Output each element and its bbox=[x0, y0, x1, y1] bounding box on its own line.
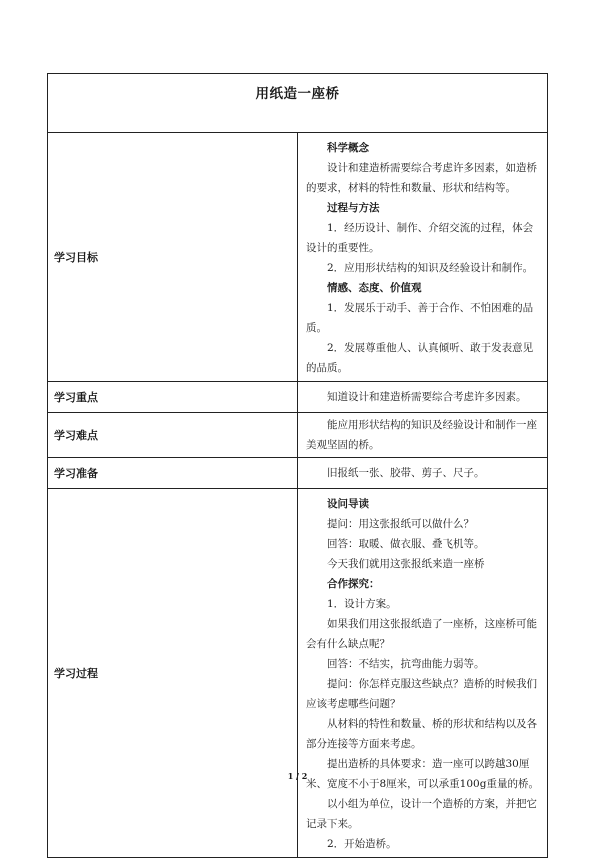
preparation-text: 旧报纸一张、胶带、剪子、尺子。 bbox=[298, 458, 548, 489]
preparation-label: 学习准备 bbox=[48, 458, 298, 489]
page-number: 1 / 2 bbox=[287, 771, 308, 781]
objectives-label: 学习目标 bbox=[48, 133, 298, 382]
difficulties-row bbox=[48, 413, 548, 458]
explore-heading: 合作探究： bbox=[327, 578, 380, 590]
explore-line: 如果我们用这张报纸造了一座桥，这座桥可能会有什么缺点呢？ bbox=[306, 618, 537, 650]
title-cell bbox=[48, 74, 548, 133]
intro-line: 提问：用这张报纸可以做什么？ bbox=[327, 518, 474, 530]
explore-line: 1．设计方案。 bbox=[327, 598, 397, 610]
process-row bbox=[48, 489, 548, 858]
process-content bbox=[298, 489, 548, 858]
key-points-label: 学习重点 bbox=[48, 382, 298, 413]
lesson-plan-table bbox=[47, 73, 548, 858]
difficulties-label: 学习难点 bbox=[48, 413, 298, 458]
objectives-content bbox=[298, 133, 548, 382]
intro-line: 今天我们就用这张报纸来造一座桥 bbox=[327, 558, 485, 570]
key-points-text: 知道设计和建造桥需要综合考虑许多因素。 bbox=[298, 382, 548, 413]
process-heading: 过程与方法 bbox=[327, 202, 380, 214]
page-title: 用纸造一座桥 bbox=[255, 86, 340, 102]
emotion-item: 2．发展尊重他人、认真倾听、敢于发表意见的品质。 bbox=[306, 342, 534, 374]
objectives-row bbox=[48, 133, 548, 382]
explore-line: 提出造桥的具体要求：造一座可以跨越30厘米、宽度不小于8厘米，可以承重100g重量的桥。 bbox=[306, 758, 539, 790]
title-row bbox=[48, 74, 548, 133]
process-item: 2．应用形状结构的知识及经验设计和制作。 bbox=[327, 262, 534, 274]
science-text: 设计和建造桥需要综合考虑许多因素，如造桥的要求，材料的特性和数量、形状和结构等。 bbox=[306, 162, 537, 194]
emotion-item: 1．发展乐于动手、善于合作、不怕困难的品质。 bbox=[306, 302, 534, 334]
difficulties-text: 能应用形状结构的知识及经验设计和制作一座美观坚固的桥。 bbox=[298, 413, 548, 458]
process-item: 1．经历设计、制作、介绍交流的过程，体会设计的重要性。 bbox=[306, 222, 534, 254]
preparation-row bbox=[48, 458, 548, 489]
explore-line: 提问：你怎样克服这些缺点？造桥的时候我们应该考虑哪些问题？ bbox=[306, 678, 537, 710]
explore-line: 以小组为单位，设计一个造桥的方案，并把它记录下来。 bbox=[306, 798, 537, 830]
explore-line: 2．开始造桥。 bbox=[327, 838, 397, 850]
intro-line: 回答：取暖、做衣服、叠飞机等。 bbox=[327, 538, 485, 550]
key-points-row bbox=[48, 382, 548, 413]
explore-line: 从材料的特性和数量、桥的形状和结构以及各部分连接等方面来考虑。 bbox=[306, 718, 537, 750]
process-label: 学习过程 bbox=[48, 489, 298, 858]
science-heading: 科学概念 bbox=[327, 142, 369, 154]
explore-line: 回答：不结实，抗弯曲能力弱等。 bbox=[327, 658, 485, 670]
emotion-heading: 情感、态度、价值观 bbox=[327, 282, 422, 294]
intro-heading: 设问导读 bbox=[327, 498, 369, 510]
